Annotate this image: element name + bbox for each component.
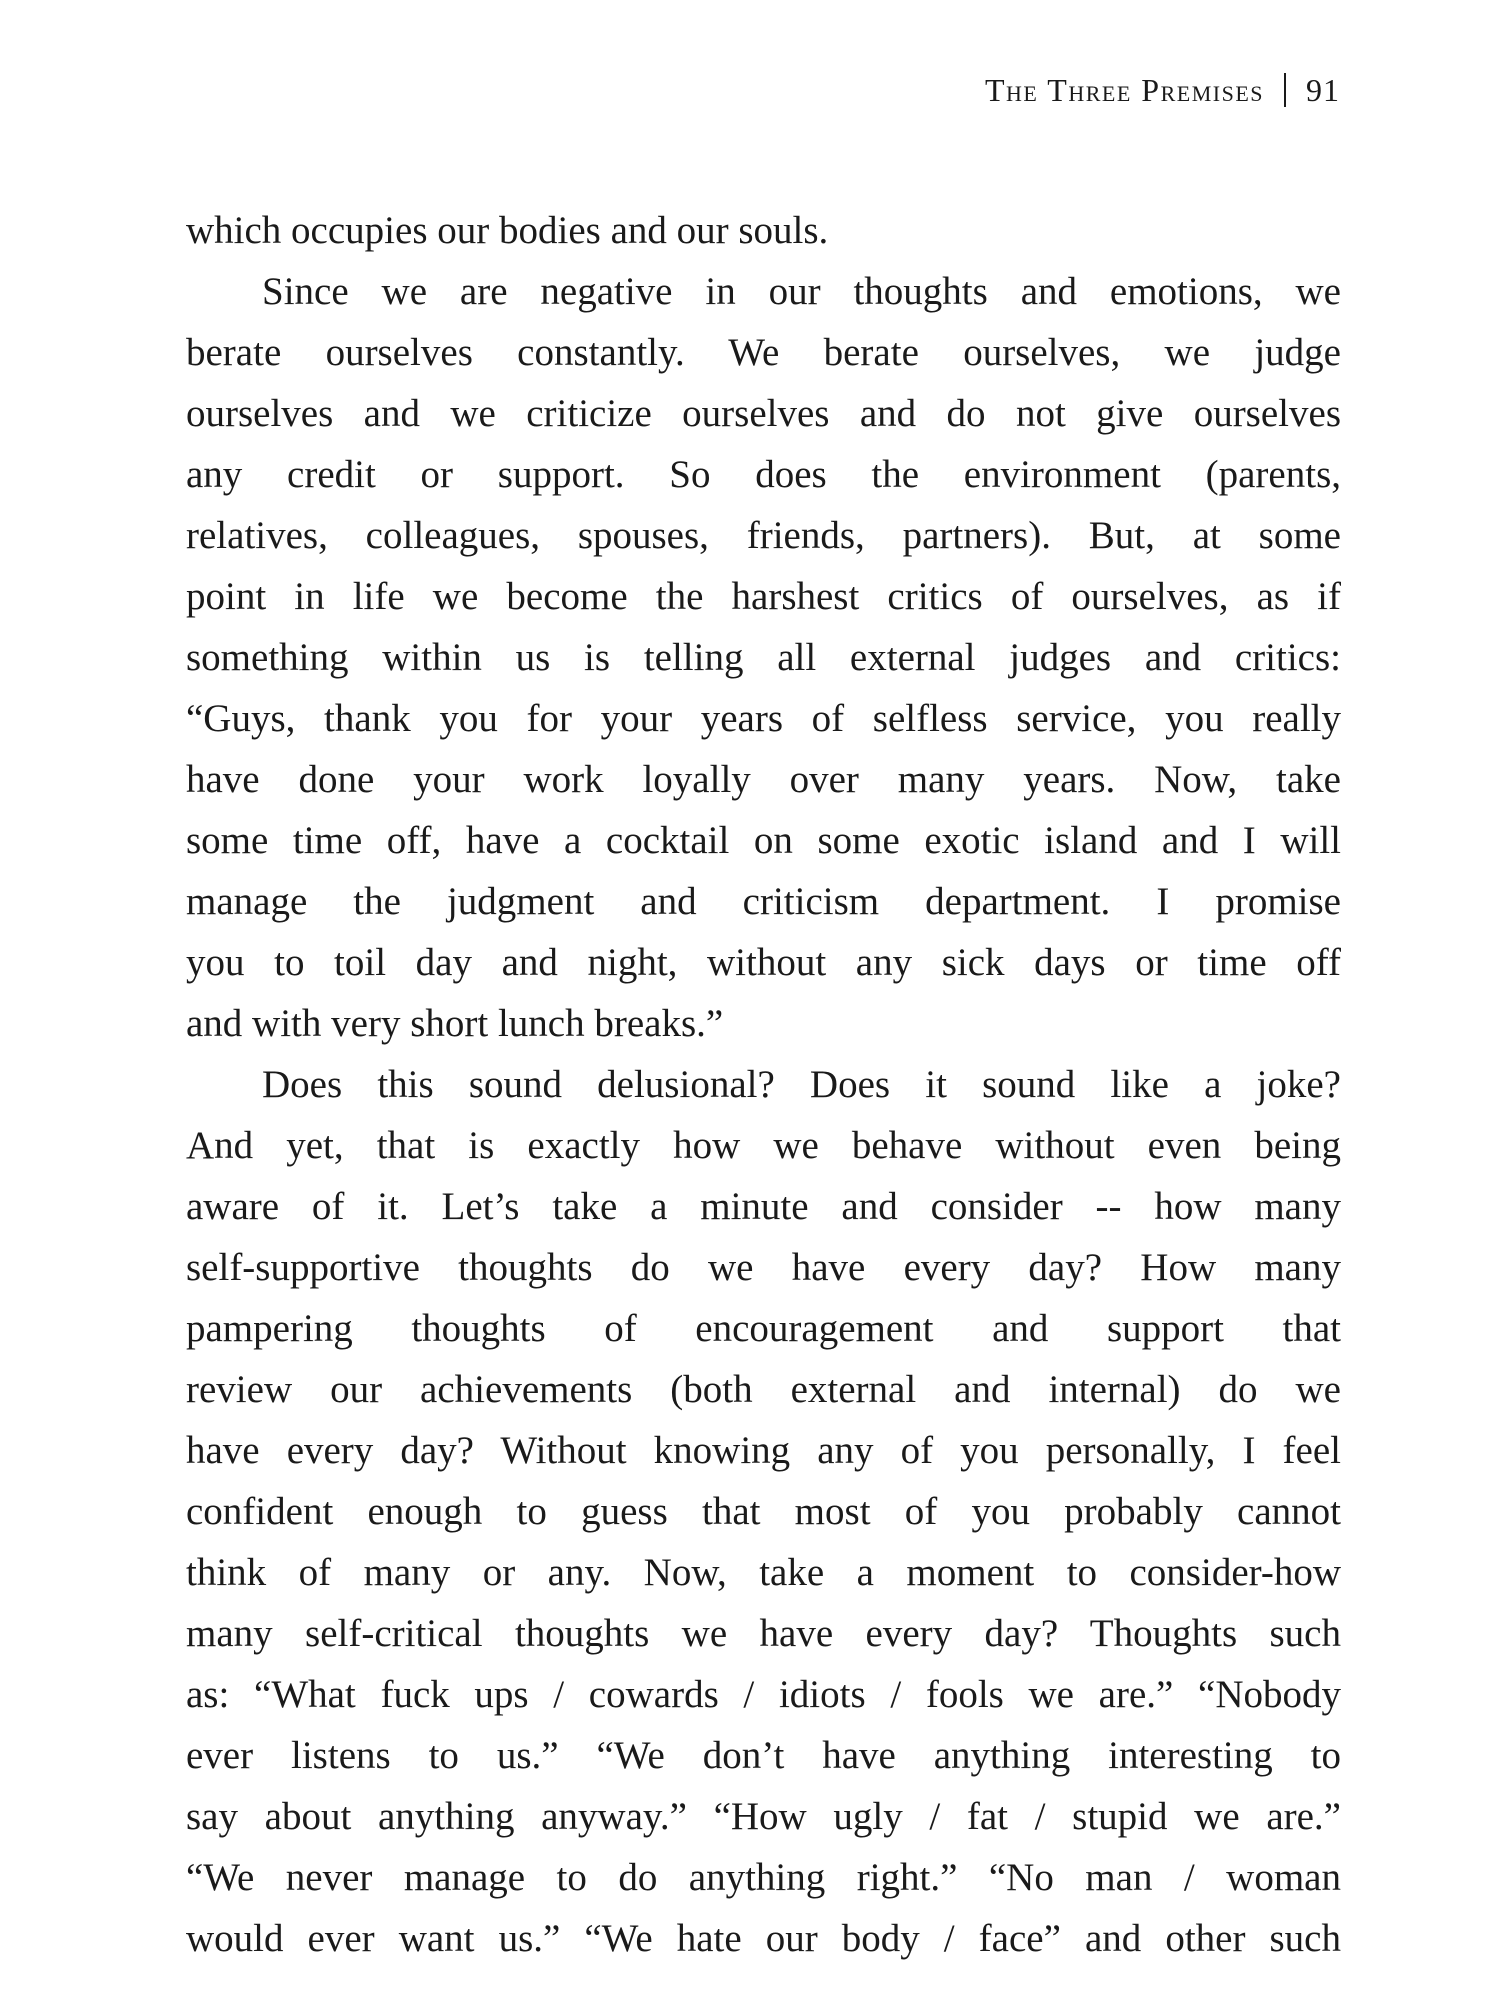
text-line: say about anything anyway.” “How ugly / fat / stupid we are.” (186, 1795, 1341, 1838)
text-line: have every day? Without knowing any of you personally, I feel (186, 1429, 1341, 1472)
chapter-title: The Three Premises (985, 72, 1264, 108)
running-head (985, 72, 1340, 109)
text-line: would ever want us.” “We hate our body / face” and other such (186, 1917, 1341, 1960)
text-line: relatives, colleagues, spouses, friends, partners). But, at some (186, 514, 1341, 557)
header-divider (1284, 73, 1286, 107)
text-line: manage the judgment and criticism department. I promise (186, 880, 1341, 923)
text-line: ourselves and we criticize ourselves and do not give ourselves (186, 392, 1341, 435)
text-line: you to toil day and night, without any sick days or time off (186, 941, 1341, 984)
text-line: And yet, that is exactly how we behave without even being (186, 1124, 1341, 1167)
text-line: have done your work loyally over many years. Now, take (186, 758, 1341, 801)
text-line: something within us is telling all external judges and critics: (186, 636, 1341, 679)
text-line: ever listens to us.” “We don’t have anything interesting to (186, 1734, 1341, 1777)
text-line: confident enough to guess that most of you probably cannot (186, 1490, 1341, 1533)
text-line: any credit or support. So does the environment (parents, (186, 453, 1341, 496)
text-line: which occupies our bodies and our souls. (186, 209, 829, 252)
page-number: 91 (1306, 72, 1340, 108)
body-text (186, 200, 1341, 1969)
text-line: “We never manage to do anything right.” “No man / woman (186, 1856, 1341, 1899)
text-line: think of many or any. Now, take a moment to consider-how (186, 1551, 1341, 1594)
text-line: as: “What fuck ups / cowards / idiots / fools we are.” “Nobody (186, 1673, 1341, 1716)
text-line: point in life we become the harshest critics of ourselves, as if (186, 575, 1341, 618)
text-line: some time off, have a cocktail on some exotic island and I will (186, 819, 1341, 862)
text-line: review our achievements (both external and internal) do we (186, 1368, 1341, 1411)
text-line: many self-critical thoughts we have every day? Thoughts such (186, 1612, 1341, 1655)
text-line: berate ourselves constantly. We berate ourselves, we judge (186, 331, 1341, 374)
text-line: Since we are negative in our thoughts and emotions, we (262, 270, 1341, 313)
text-line: pampering thoughts of encouragement and support that (186, 1307, 1341, 1350)
text-line: “Guys, thank you for your years of selfless service, you really (186, 697, 1341, 740)
text-line: Does this sound delusional? Does it sound like a joke? (262, 1063, 1341, 1106)
text-line: aware of it. Let’s take a minute and consider -- how many (186, 1185, 1341, 1228)
text-line: self-supportive thoughts do we have every day? How many (186, 1246, 1341, 1289)
text-line: and with very short lunch breaks.” (186, 1002, 724, 1045)
